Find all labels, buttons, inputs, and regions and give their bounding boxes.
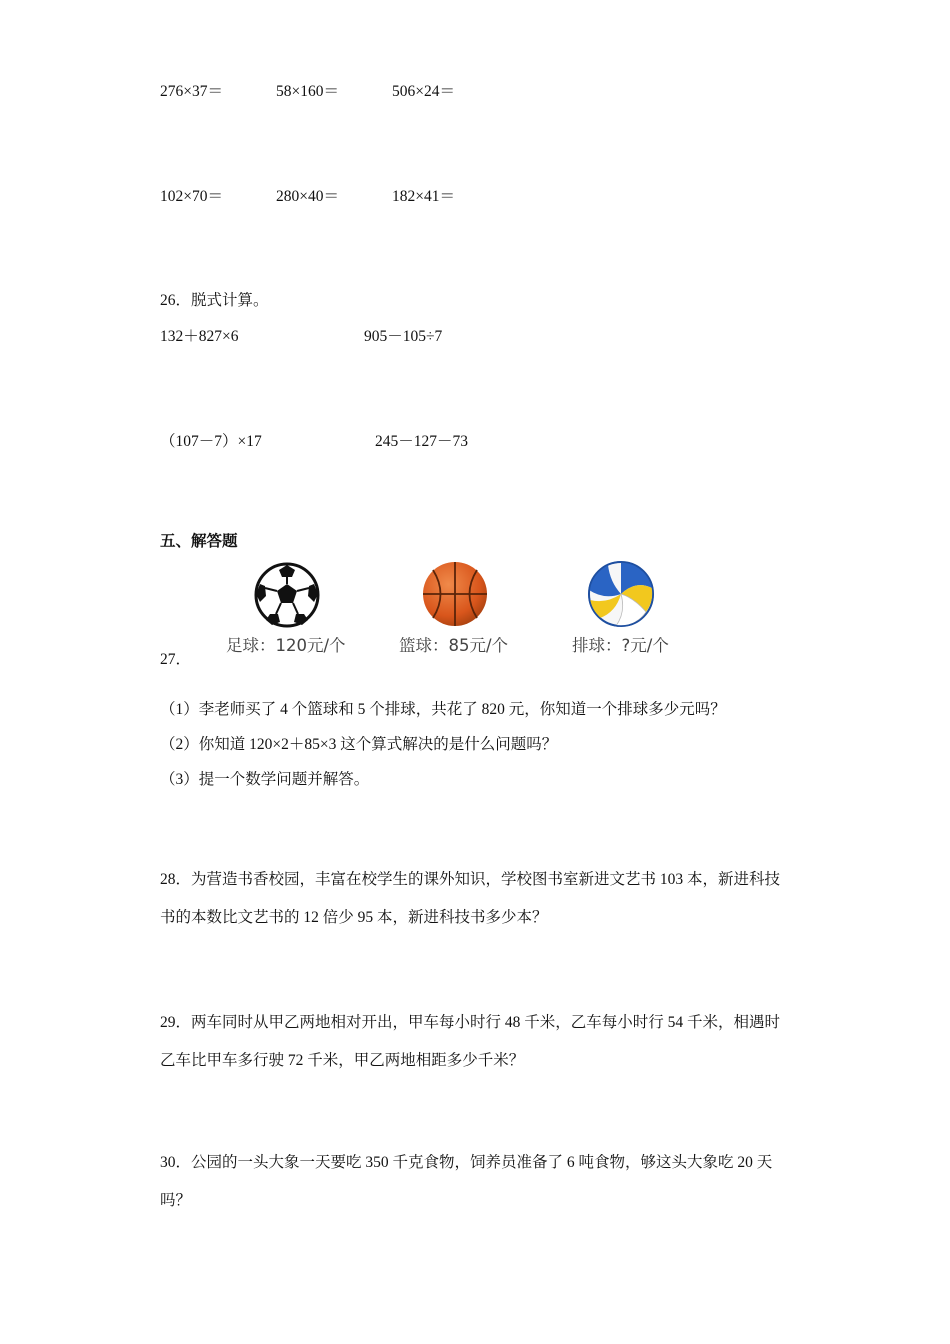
basketball-icon	[420, 560, 490, 628]
soccer-ball-figure	[252, 562, 322, 628]
ball-caption: 排球：?元/个	[572, 636, 669, 655]
q27-number: 27．	[160, 651, 192, 668]
q26-item: 905－105÷7	[364, 328, 443, 345]
volleyball-icon	[586, 560, 656, 628]
calc-item: 280×40＝	[276, 188, 339, 205]
q27-subquestion: （3）提一个数学问题并解答。	[160, 771, 370, 788]
calc-item: 102×70＝	[160, 188, 223, 205]
ball-caption: 篮球：85元/个	[399, 636, 509, 655]
section-title: 五、解答题	[160, 533, 238, 550]
volleyball-figure	[586, 560, 656, 628]
calc-item: 182×41＝	[392, 188, 455, 205]
calc-item: 276×37＝	[160, 83, 223, 100]
basketball-figure	[420, 560, 490, 628]
q30-text: 30．公园的一头大象一天要吃 350 千克食物，饲养员准备了 6 吨食物，够这头大象吃 20 天吗？	[160, 1154, 773, 1209]
q27-subquestion: （1）李老师买了 4 个篮球和 5 个排球，共花了 820 元，你知道一个排球多少元吗？	[160, 701, 726, 718]
calc-item: 506×24＝	[392, 83, 455, 100]
q28-text: 28．为营造书香校园，丰富在校学生的课外知识，学校图书室新进文艺书 103 本，新进科技书的本数比文艺书的 12 倍少 95 本，新进科技书多少本？	[160, 871, 781, 926]
q29-text: 29．两车同时从甲乙两地相对开出，甲车每小时行 48 千米，乙车每小时行 54 千米，相遇时乙车比甲车多行驶 72 千米，甲乙两地相距多少千米？	[160, 1014, 781, 1069]
calc-item: 58×160＝	[276, 83, 339, 100]
soccer-ball-icon	[252, 562, 322, 628]
q26-title: 26．脱式计算。	[160, 292, 269, 309]
q26-item: （107－7）×17	[160, 433, 262, 450]
q26-item: 245－127－73	[375, 433, 469, 450]
q27-subquestion: （2）你知道 120×2＋85×3 这个算式解决的是什么问题吗？	[160, 736, 558, 753]
q26-item: 132＋827×6	[160, 328, 239, 345]
ball-caption: 足球：120元/个	[226, 636, 346, 655]
